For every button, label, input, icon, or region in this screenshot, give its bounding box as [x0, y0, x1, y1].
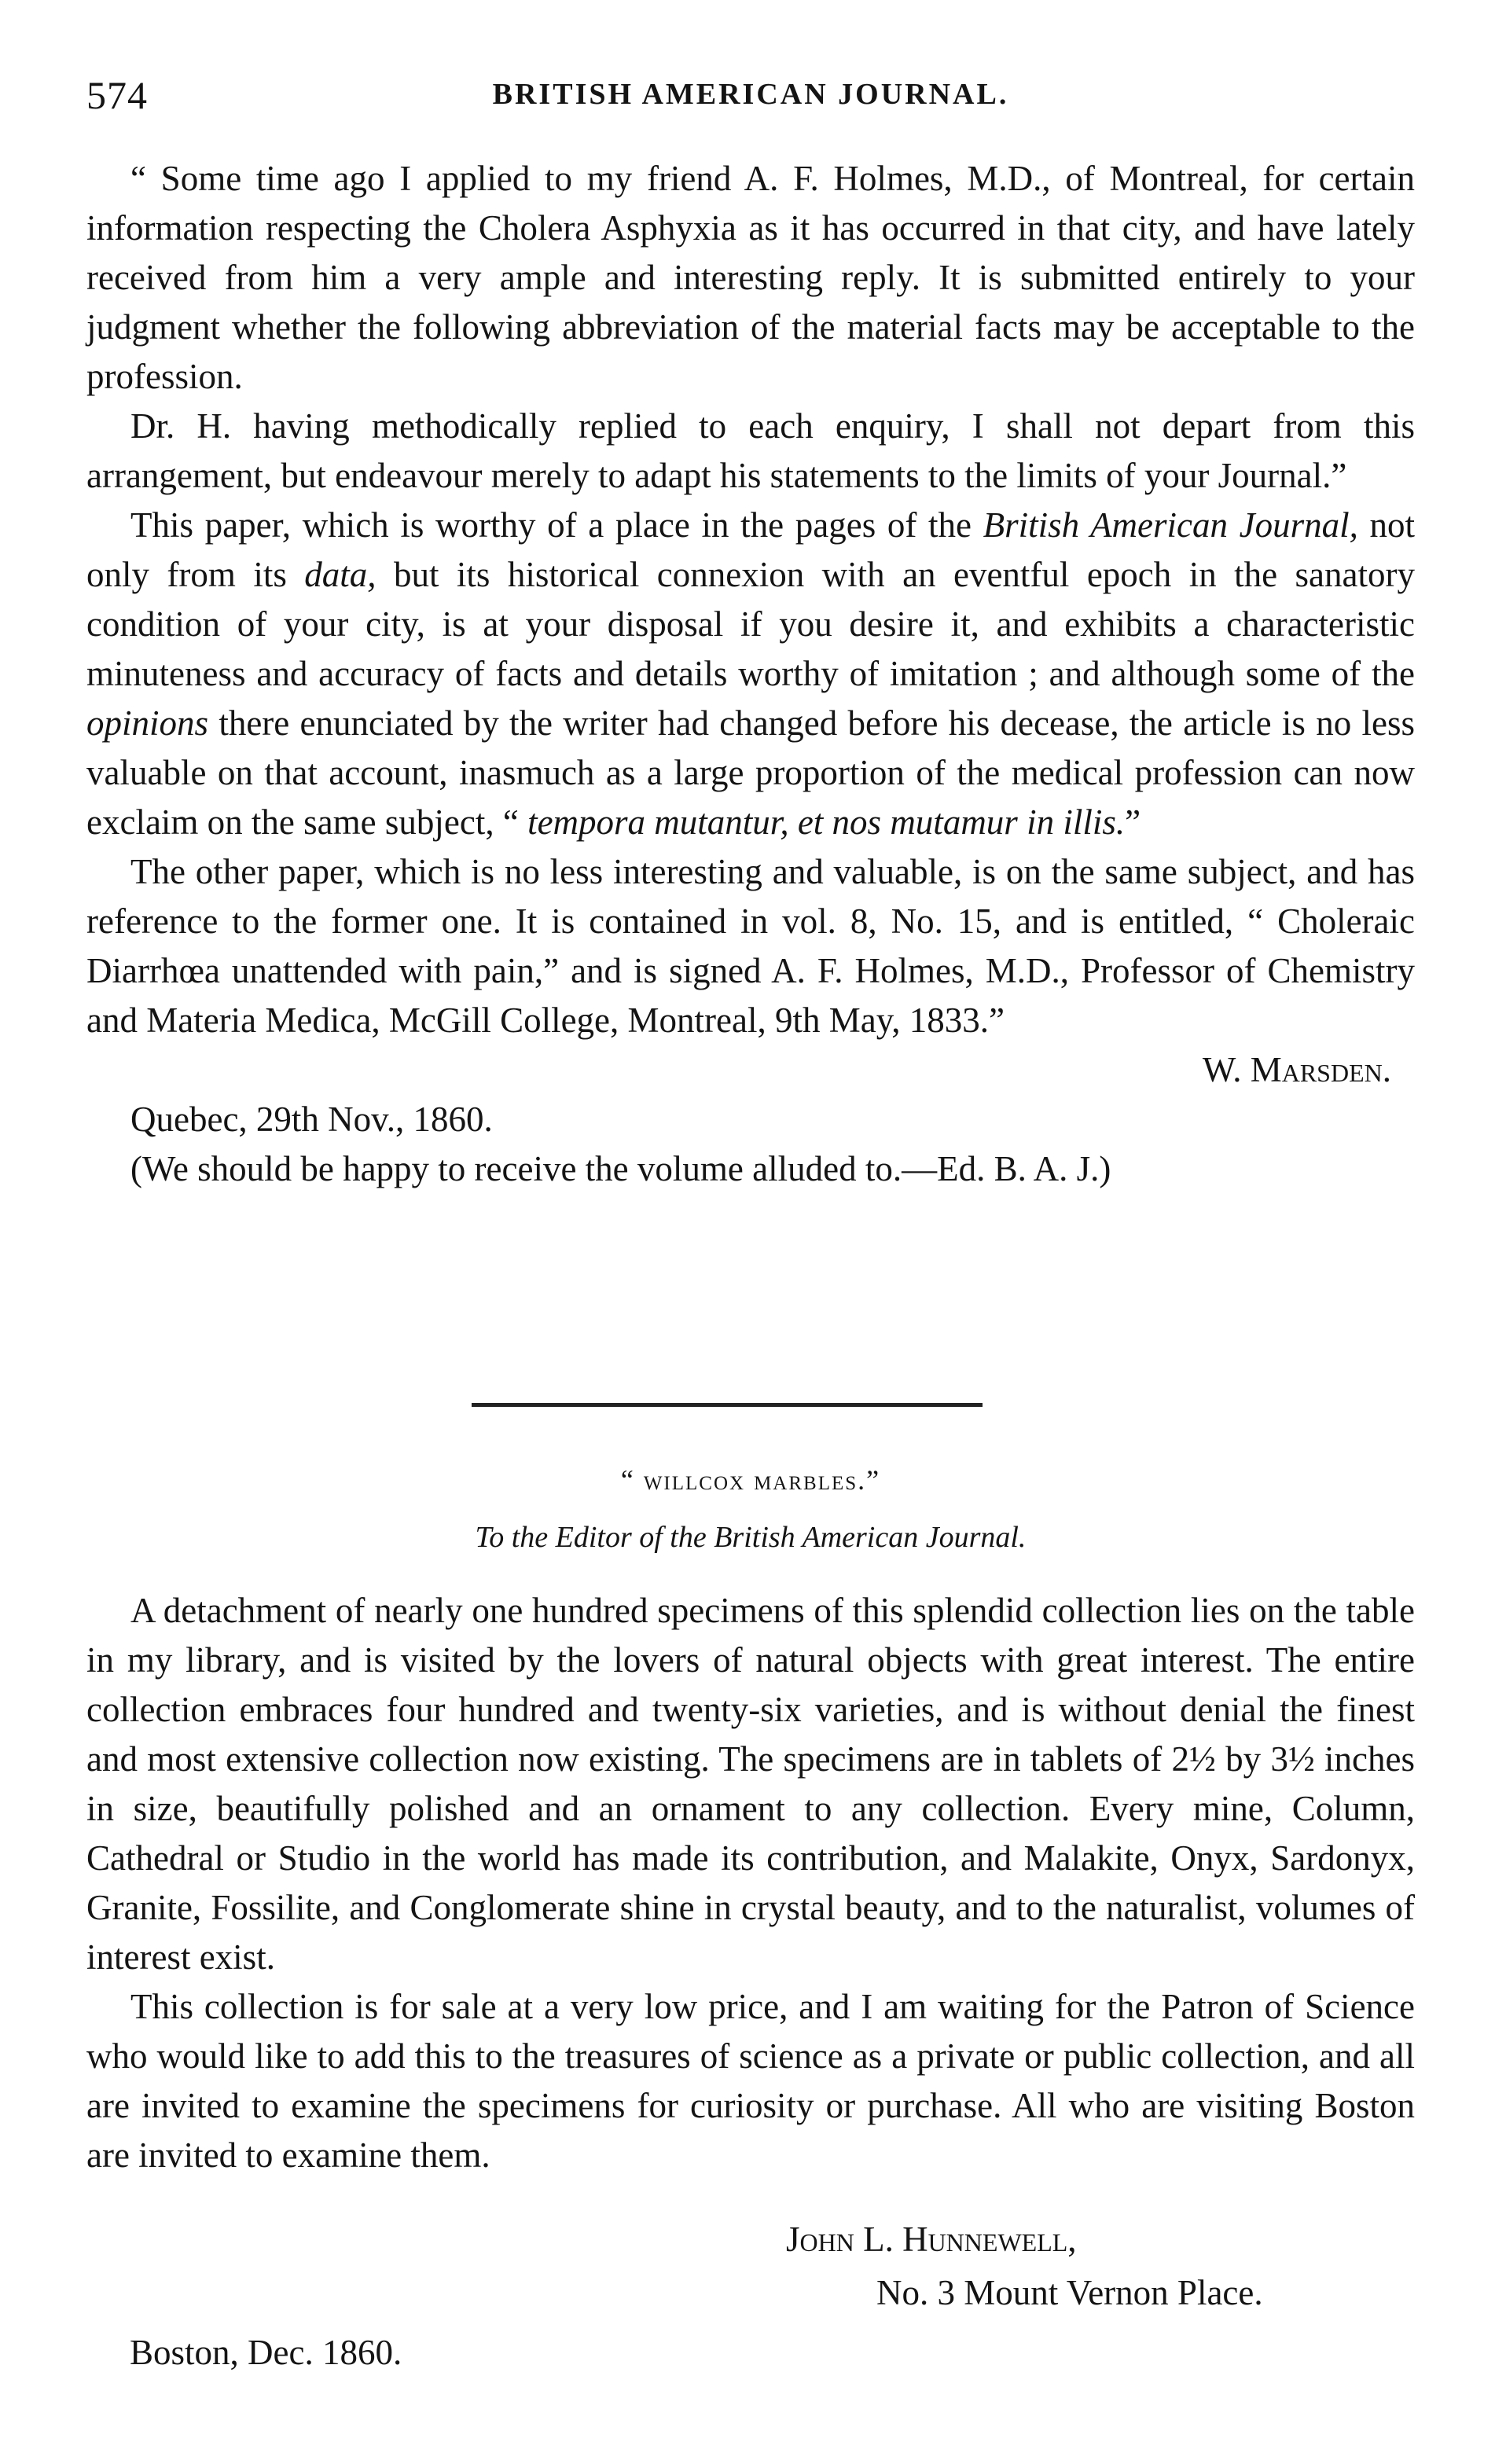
text-run: but its historical connexion with an eventful epoch in the sanatory condition of your city, is at your disposal if you desire it, and exhibits a characteristic minuteness and accuracy of facts and details worthy of imitation ; and although some of the: [86, 555, 1415, 693]
running-title: BRITISH AMERICAN JOURNAL.: [492, 78, 1009, 111]
page-header: [86, 72, 1415, 129]
paragraph-1: “ Some time ago I applied to my friend A. F. Holmes, M.D., of Montreal, for certain information respecting the Cholera Asphyxia as it has occurred in that city, and have lately received from him a very ample and interesting reply. It is submitted entirely to your judgment whether the following abbreviation of the material facts may be acceptable to the profession.: [86, 159, 1415, 396]
signature-marsden: W. Marsden.: [1202, 1050, 1391, 1089]
text-run: ”: [1125, 802, 1141, 842]
journal-name-italic: British American Journal,: [983, 505, 1358, 545]
text-run: there enunciated by the writer had changed before his decease, the article is no less valuable on that account, inasmuch as a large proportion of the medical profession can now exclaim on the same subject, “: [86, 703, 1415, 842]
paragraph-3: [86, 501, 1415, 847]
latin-quote: tempora mutantur, et nos mutamur in illis.: [527, 802, 1126, 842]
section-divider: [472, 1403, 983, 1407]
paragraph-1: A detachment of nearly one hundred specimens of this splendid collection lies on the table in my library, and is visited by the lovers of natural objects with great interest. The entire collection embraces four hundred and twenty-six varieties, and is without denial the finest and most extensive collection now existing. The specimens are in tablets of 2½ by 3½ inches in size, beautifully polished and an ornament to any collection. Every mine, Column, Cathedral or Studio in the world has made its contribution, and Malakite, Onyx, Sardonyx, Granite, Fossilite, and Conglomerate shine in crystal beauty, and to the naturalist, volumes of interest exist.: [86, 1591, 1415, 1977]
text-run: This paper, which is worthy of a place in the pages of the: [130, 505, 983, 545]
editor-note: (We should be happy to receive the volume alluded to.—Ed. B. A. J.): [130, 1149, 1111, 1188]
date-quebec: Quebec, 29th Nov., 1860.: [130, 1100, 493, 1139]
section-subtitle: To the Editor of the British American Journal.: [475, 1521, 1027, 1554]
letter-marsden: [86, 154, 1415, 1194]
letter-hunnewell: [86, 1586, 1415, 2180]
section-title: “ willcox marbles.”: [620, 1464, 881, 1496]
paragraph-4: The other paper, which is no less interesting and valuable, is on the same subject, and has reference to the former one. It is contained in vol. 8, No. 15, and is entitled, “ Choleraic Diarrhœa unattended with pain,” and is signed A. F. Holmes, M.D., Professor of Chemistry and Materia Medica, McGill College, Montreal, 9th May, 1833.”: [86, 852, 1415, 1040]
signature-name: John L. Hunnewell,: [786, 2220, 1077, 2259]
date-boston: Boston, Dec. 1860.: [130, 2333, 402, 2372]
page-number: 574: [86, 73, 148, 117]
text-run: not only from its: [86, 505, 1415, 594]
paragraph-2: Dr. H. having methodically replied to each enquiry, I shall not depart from this arrangement, but endeavour merely to adapt his statements to the limits of your Journal.”: [86, 406, 1415, 495]
opinions-italic: opinions: [86, 703, 209, 743]
data-italic: data,: [304, 555, 377, 594]
signature-address: No. 3 Mount Vernon Place.: [876, 2273, 1263, 2312]
paragraph-2: This collection is for sale at a very low price, and I am waiting for the Patron of Science who would like to add this to the treasures of science as a private or public collection, and all are invited to examine the specimens for curiosity or purchase. All who are visiting Boston are invited to examine them.: [86, 1987, 1415, 2175]
